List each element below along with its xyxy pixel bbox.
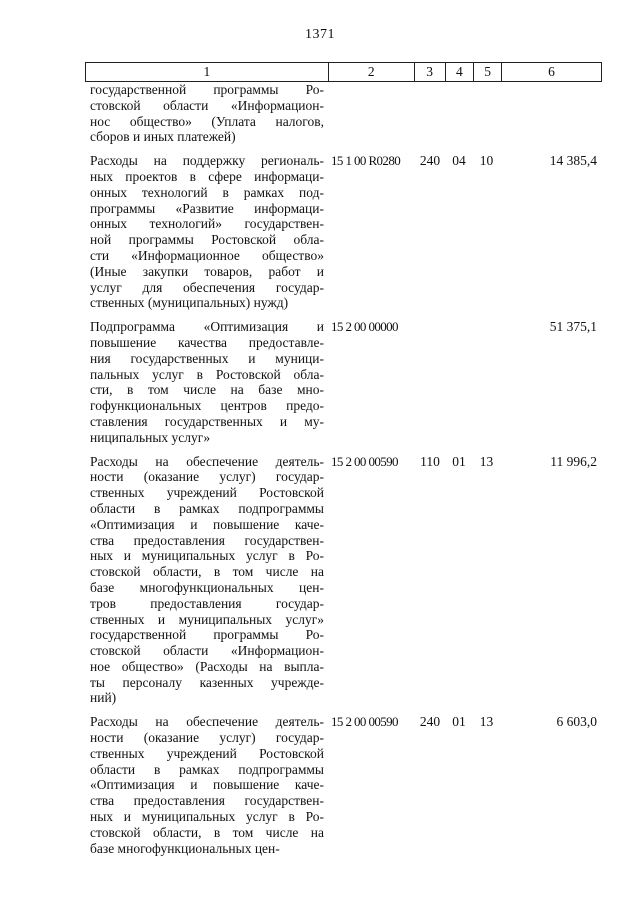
description-line: Расходы на обеспечение деятель- bbox=[90, 714, 324, 730]
budget-classification-code: 15 1 00 R0280 bbox=[331, 153, 401, 169]
amount-value: 11 996,2 bbox=[550, 453, 597, 469]
description-line: ности (оказание услуг) государ- bbox=[90, 469, 324, 485]
table-row bbox=[85, 319, 602, 445]
description-line: области в рамках подпрограммы bbox=[90, 761, 324, 777]
column-header-2: 2 bbox=[328, 63, 414, 81]
budget-classification-code bbox=[329, 82, 415, 145]
table-row bbox=[85, 714, 602, 856]
column-header-5: 5 bbox=[473, 63, 501, 81]
description-line: ности (оказание услуг) государ- bbox=[90, 730, 324, 746]
description-line: онных технологий» государствен- bbox=[90, 216, 324, 232]
description-line: стовской области, в том числе на bbox=[90, 824, 324, 840]
page-number: 1371 bbox=[305, 27, 335, 42]
row-description bbox=[85, 454, 329, 707]
description-line: ты персоналу казенных учрежде- bbox=[90, 674, 324, 690]
description-line: базе многофункциональных цен- bbox=[90, 840, 280, 856]
description-line: стовской области «Информацион- bbox=[90, 643, 324, 659]
description-line: «Оптимизация и повышение каче- bbox=[90, 516, 324, 532]
description-line: ства предоставления государствен- bbox=[90, 793, 324, 809]
description-line: ственных и муниципальных услуг» bbox=[90, 611, 324, 627]
subsection-code bbox=[473, 319, 500, 445]
row-description bbox=[85, 319, 329, 445]
table-row bbox=[85, 82, 602, 145]
expense-type-code: 110 bbox=[420, 453, 440, 469]
section-code bbox=[445, 82, 473, 145]
description-line: сборов и иных платежей) bbox=[90, 129, 236, 145]
amount-value: 14 385,4 bbox=[549, 153, 597, 169]
description-line: сти «Информационное общество» bbox=[90, 247, 324, 263]
table-row bbox=[85, 153, 602, 311]
description-line: базе многофункциональных цен- bbox=[90, 579, 324, 595]
subsection-code: 13 bbox=[479, 714, 494, 730]
table-header-row bbox=[85, 62, 602, 82]
column-header-3: 3 bbox=[414, 63, 445, 81]
description-line: Расходы на поддержку региональ- bbox=[90, 153, 324, 169]
description-line: государственной программы Ро- bbox=[90, 627, 324, 643]
section-code bbox=[445, 319, 473, 445]
description-line: пальных услуг в Ростовской обла- bbox=[90, 366, 324, 382]
budget-classification-code: 15 2 00 00590 bbox=[331, 714, 398, 730]
description-line: ственных учреждений Ростовской bbox=[90, 485, 324, 501]
description-line: стовской области, в том числе на bbox=[90, 564, 324, 580]
description-line: сти, в том числе на базе мно- bbox=[90, 382, 324, 398]
description-line: услуг для обеспечения государ- bbox=[90, 279, 324, 295]
description-line: стовской области «Информацион- bbox=[90, 97, 324, 113]
expense-type-code: 240 bbox=[419, 153, 441, 169]
description-line: программы «Развитие информаци- bbox=[90, 200, 324, 216]
subsection-code bbox=[473, 82, 500, 145]
description-line: ставления государственных и му- bbox=[90, 413, 324, 429]
description-line: ное общество» (Расходы на выпла- bbox=[90, 658, 324, 674]
expense-type-code: 240 bbox=[419, 714, 441, 730]
description-line: ных и муниципальных услуг в Ро- bbox=[90, 809, 324, 825]
description-line: ной программы Ростовской обла- bbox=[90, 232, 324, 248]
description-line: ных и муниципальных услуг в Ро- bbox=[90, 548, 324, 564]
description-line: ний) bbox=[90, 690, 117, 706]
description-line: государственной программы Ро- bbox=[90, 82, 324, 97]
expense-type-code bbox=[415, 82, 445, 145]
description-line: области в рамках подпрограммы bbox=[90, 500, 324, 516]
budget-table-body bbox=[85, 82, 602, 856]
section-code: 01 bbox=[452, 453, 466, 469]
description-line: ниципальных услуг» bbox=[90, 429, 211, 445]
section-code: 04 bbox=[452, 153, 466, 169]
description-line: тров предоставления государ- bbox=[90, 595, 324, 611]
description-line: Расходы на обеспечение деятель- bbox=[90, 453, 324, 469]
amount-value: 6 603,0 bbox=[556, 714, 597, 730]
description-line: повышение качества предоставле- bbox=[90, 334, 324, 350]
budget-classification-code: 15 2 00 00590 bbox=[331, 453, 398, 469]
section-code: 01 bbox=[452, 714, 466, 730]
subsection-code: 10 bbox=[479, 153, 494, 169]
row-description bbox=[85, 82, 329, 145]
description-line: ных проектов в сфере информаци- bbox=[90, 168, 324, 184]
description-line: (Иные закупки товаров, работ и bbox=[90, 263, 324, 279]
column-header-6: 6 bbox=[501, 63, 601, 81]
description-line: онных технологий в рамках под- bbox=[90, 184, 324, 200]
description-line: «Оптимизация и повышение каче- bbox=[90, 777, 324, 793]
amount-value: 51 375,1 bbox=[549, 319, 597, 335]
description-line: нос общество» (Уплата налогов, bbox=[90, 113, 324, 129]
table-row bbox=[85, 454, 602, 707]
description-line: ства предоставления государствен- bbox=[90, 532, 324, 548]
description-line: ственных учреждений Ростовской bbox=[90, 745, 324, 761]
subsection-code: 13 bbox=[479, 453, 494, 469]
column-header-1: 1 bbox=[203, 64, 211, 79]
expense-type-code bbox=[415, 319, 445, 445]
row-description bbox=[85, 714, 329, 856]
column-header-4: 4 bbox=[445, 63, 474, 81]
description-line: ственных (муниципальных) нужд) bbox=[90, 295, 289, 311]
row-description bbox=[85, 153, 329, 311]
description-line: ния государственных и муници- bbox=[90, 350, 324, 366]
amount-value bbox=[500, 82, 600, 145]
description-line: гофункциональных центров предо- bbox=[90, 398, 324, 414]
budget-classification-code: 15 2 00 00000 bbox=[331, 319, 398, 335]
description-line: Подпрограмма «Оптимизация и bbox=[90, 319, 324, 335]
